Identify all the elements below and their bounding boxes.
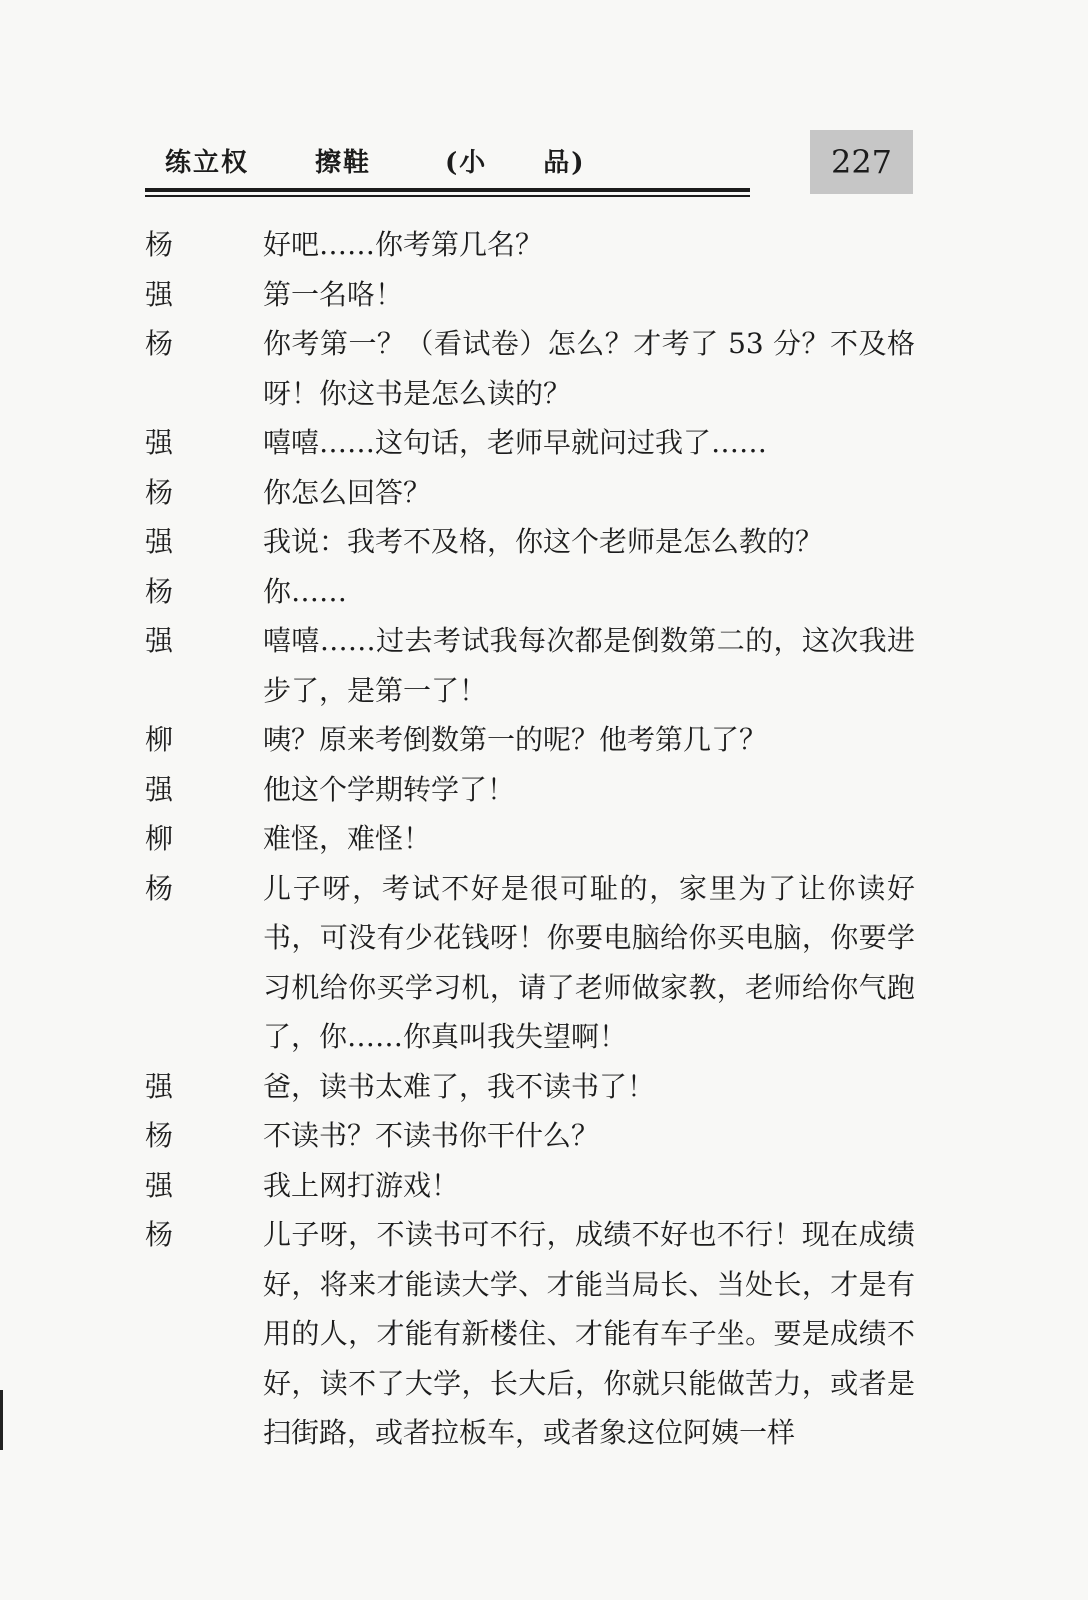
dialogue-text: 嘻嘻……这句话，老师早就问过我了……	[263, 426, 768, 459]
page-number: 227	[830, 143, 893, 181]
dialogue-text: 不读书？不读书你干什么？	[263, 1119, 600, 1152]
dialogue-text: 爸，读书太难了，我不读书了！	[263, 1069, 656, 1103]
dialogue-text: 你……	[263, 574, 348, 608]
header-author: 练立权	[165, 148, 250, 178]
dialogue-line	[145, 270, 915, 320]
speaker-name: 强	[145, 624, 174, 657]
dialogue-line	[145, 765, 915, 815]
header-rule-thick	[145, 188, 750, 192]
speaker-name: 强	[145, 277, 174, 311]
scan-edge-mark	[0, 1390, 3, 1450]
speaker-name: 柳	[145, 723, 174, 756]
dialogue-line	[145, 616, 915, 715]
speaker-name: 杨	[145, 1218, 174, 1251]
dialogue-line	[145, 567, 915, 617]
speaker-name: 强	[145, 426, 174, 459]
dialogue-line	[145, 418, 915, 468]
page-number-box	[810, 130, 913, 194]
dialogue-line	[145, 468, 915, 518]
dialogue-text: 我说：我考不及格，你这个老师是怎么教的？	[263, 525, 824, 558]
running-head	[165, 142, 586, 179]
dialogue-text: 儿子呀，考试不好是很可耻的，家里为了让你读好书，可没有少花钱呀！你要电脑给你买电脑，你要学习机给你买学习机，请了老师做家教，老师给你气跑了，你……你真叫我失望啊！	[263, 871, 915, 1053]
speaker-name: 杨	[145, 871, 174, 905]
dialogue-line	[145, 715, 915, 765]
dialogue-line	[145, 517, 915, 567]
page-header	[145, 130, 915, 200]
speaker-name: 杨	[145, 1119, 174, 1152]
dialogue-text: 第一名咯！	[263, 277, 404, 311]
speaker-name: 杨	[145, 228, 174, 261]
header-genre: (小 品)	[445, 148, 586, 178]
dialogue-line	[145, 1210, 915, 1458]
speaker-name: 杨	[145, 327, 174, 360]
dialogue-body	[145, 220, 915, 1458]
dialogue-line	[145, 864, 915, 1062]
speaker-name: 杨	[145, 475, 174, 509]
dialogue-text: 好吧……你考第几名？	[263, 228, 544, 261]
speaker-name: 杨	[145, 574, 174, 608]
dialogue-line	[145, 1161, 915, 1211]
dialogue-text: 我上网打游戏！	[263, 1168, 460, 1202]
dialogue-text: 咦？原来考倒数第一的呢？他考第几了？	[263, 723, 768, 756]
header-rule-thin	[145, 195, 750, 197]
speaker-name: 强	[145, 525, 174, 558]
speaker-name: 强	[145, 1069, 174, 1103]
header-title: 擦鞋	[315, 148, 372, 178]
dialogue-text: 儿子呀，不读书可不行，成绩不好也不行！现在成绩好，将来才能读大学、才能当局长、当处长，才是有用的人，才能有新楼住、才能有车子坐。要是成绩不好，读不了大学，长大后，你就只能做苦力，或者是扫街路，或者拉板车，或者象这位阿姨一样	[263, 1218, 915, 1449]
dialogue-text: 嘻嘻……过去考试我每次都是倒数第二的，这次我进步了，是第一了！	[263, 624, 915, 707]
dialogue-line	[145, 319, 915, 418]
dialogue-line	[145, 1111, 915, 1161]
speaker-name: 强	[145, 772, 174, 806]
dialogue-line	[145, 1062, 915, 1112]
dialogue-line	[145, 220, 915, 270]
speaker-name: 强	[145, 1168, 174, 1202]
dialogue-text: 难怪，难怪！	[263, 822, 432, 855]
dialogue-text: 你考第一？（看试卷）怎么？才考了 53 分？不及格呀！你这书是怎么读的？	[263, 327, 915, 410]
speaker-name: 柳	[145, 822, 174, 855]
dialogue-text: 他这个学期转学了！	[263, 772, 516, 806]
dialogue-line	[145, 814, 915, 864]
dialogue-text: 你怎么回答？	[263, 475, 432, 509]
